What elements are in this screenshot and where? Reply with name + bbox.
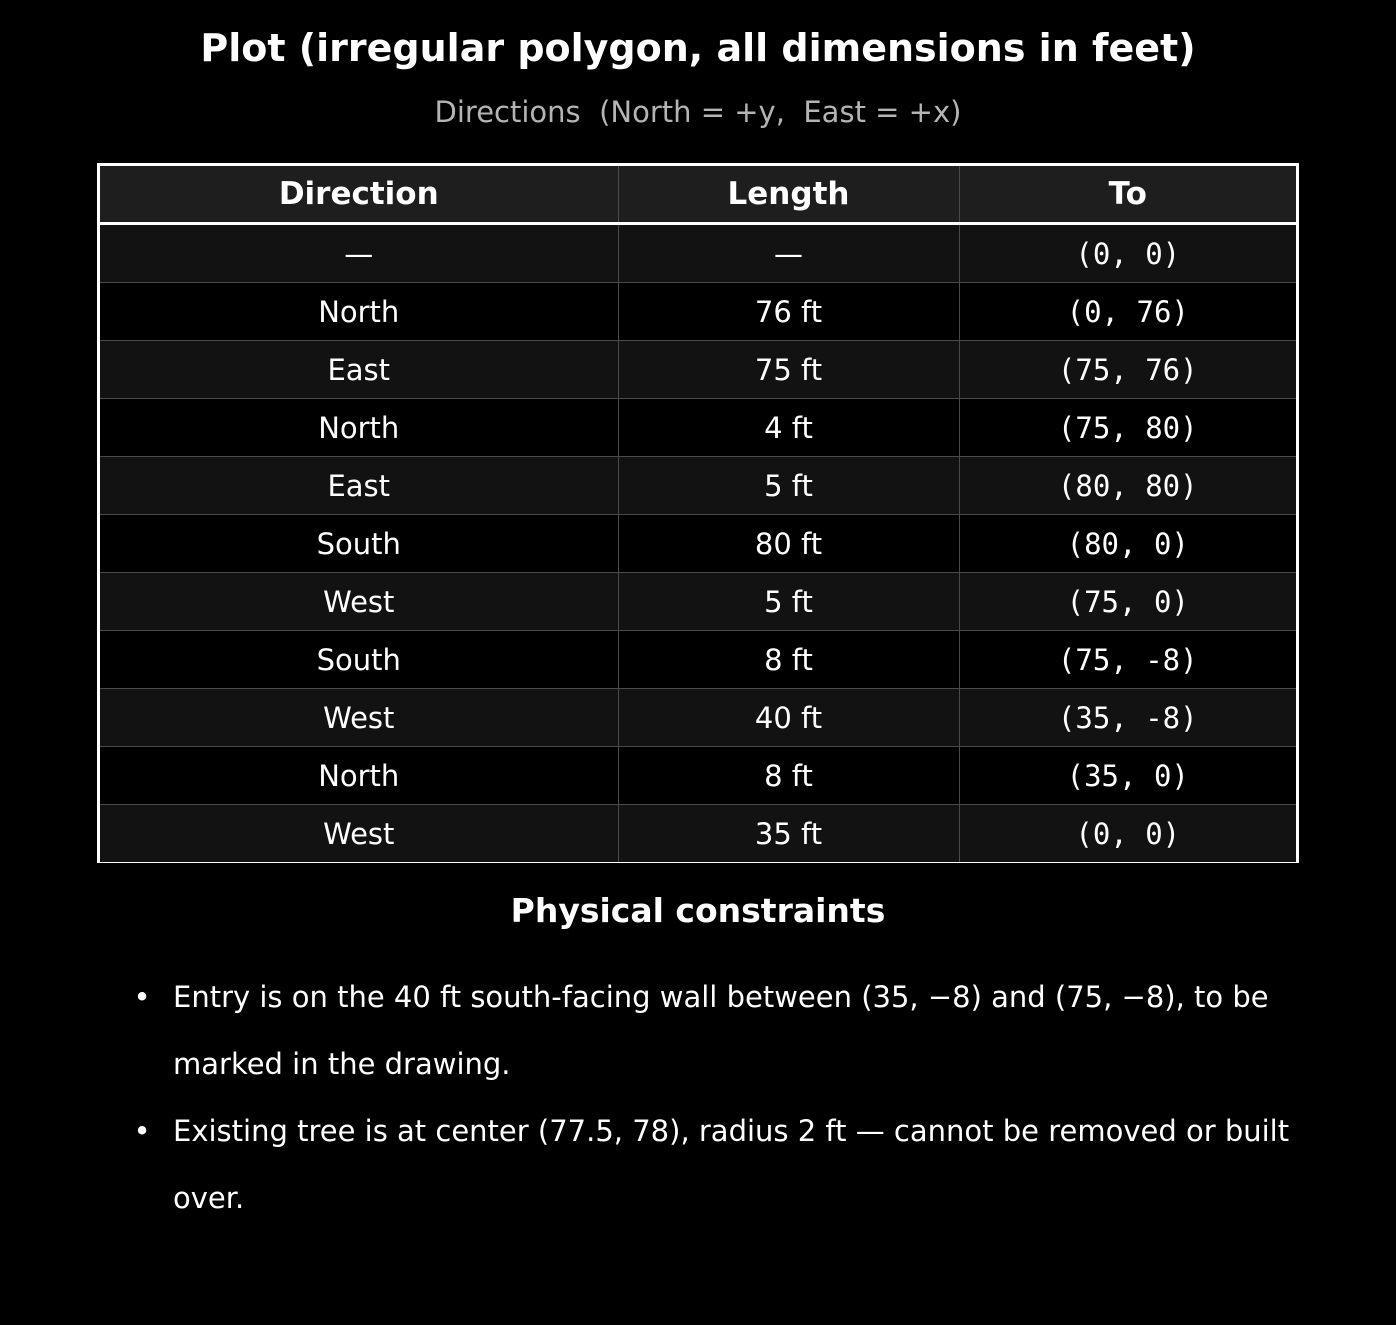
cell-length: 5 ft: [618, 457, 959, 515]
table-row: [100, 631, 1296, 689]
table-row: [100, 515, 1296, 573]
constraint-text: Entry is on the 40 ft south-facing wall between (35, −8) and (75, −8), to be marked in the drawing.: [173, 980, 1269, 1081]
cell-direction: North: [100, 747, 618, 805]
cell-to: (75, 80): [959, 399, 1296, 457]
constraint-text: Existing tree is at center (77.5, 78), radius 2 ft — cannot be removed or built over.: [173, 1114, 1290, 1215]
list-item: [130, 964, 1290, 1098]
cell-to: (0, 76): [959, 283, 1296, 341]
cell-to: (80, 80): [959, 457, 1296, 515]
cell-length: 75 ft: [618, 341, 959, 399]
cell-to: (75, -8): [959, 631, 1296, 689]
cell-length: 4 ft: [618, 399, 959, 457]
list-item: [130, 1098, 1290, 1232]
cell-direction: North: [100, 283, 618, 341]
header-direction: Direction: [100, 166, 618, 224]
cell-to: (35, -8): [959, 689, 1296, 747]
cell-length: 5 ft: [618, 573, 959, 631]
cell-direction: East: [100, 457, 618, 515]
cell-length: 8 ft: [618, 747, 959, 805]
cell-direction: North: [100, 399, 618, 457]
cell-to: (0, 0): [959, 805, 1296, 863]
cell-to: (75, 76): [959, 341, 1296, 399]
cell-to: (0, 0): [959, 224, 1296, 283]
cell-length: 8 ft: [618, 631, 959, 689]
cell-direction: West: [100, 573, 618, 631]
table-row: [100, 805, 1296, 863]
cell-length: 80 ft: [618, 515, 959, 573]
page-subtitle: Directions (North = +y, East = +x): [434, 95, 962, 129]
plot-table: [97, 163, 1299, 863]
table-row: [100, 399, 1296, 457]
cell-to: (75, 0): [959, 573, 1296, 631]
table-row: [100, 747, 1296, 805]
cell-direction: —: [100, 224, 618, 283]
cell-direction: West: [100, 689, 618, 747]
table-row: [100, 573, 1296, 631]
header-length: Length: [618, 166, 959, 224]
cell-length: 40 ft: [618, 689, 959, 747]
cell-length: 35 ft: [618, 805, 959, 863]
table-header-row: [100, 166, 1296, 224]
constraints-list: [130, 964, 1290, 1232]
cell-direction: East: [100, 341, 618, 399]
table-row: [100, 457, 1296, 515]
bullet-icon: •: [133, 1114, 151, 1148]
cell-direction: West: [100, 805, 618, 863]
table-row: [100, 689, 1296, 747]
header-to: To: [959, 166, 1296, 224]
cell-length: —: [618, 224, 959, 283]
cell-to: (80, 0): [959, 515, 1296, 573]
cell-direction: South: [100, 515, 618, 573]
cell-to: (35, 0): [959, 747, 1296, 805]
table-row: [100, 341, 1296, 399]
table-row: [100, 283, 1296, 341]
table-row: [100, 224, 1296, 283]
bullet-icon: •: [133, 980, 151, 1014]
cell-length: 76 ft: [618, 283, 959, 341]
page-title: Plot (irregular polygon, all dimensions in feet): [200, 26, 1196, 70]
cell-direction: South: [100, 631, 618, 689]
constraints-heading: Physical constraints: [510, 891, 886, 930]
